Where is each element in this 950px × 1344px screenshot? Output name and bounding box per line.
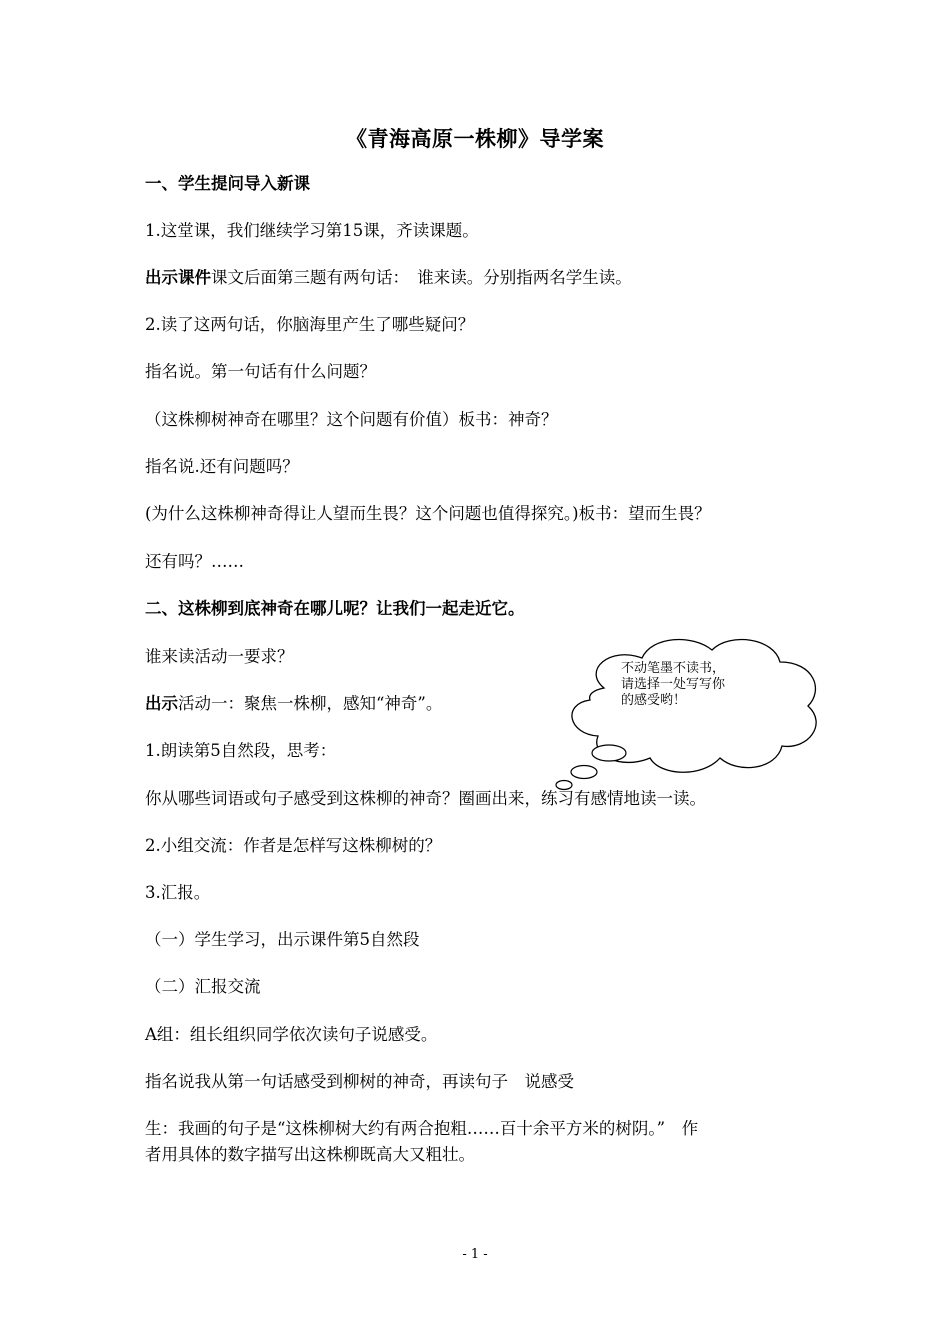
paragraph-line: 指名说.还有问题吗？ bbox=[145, 457, 299, 476]
paragraph-line: （二）汇报交流 bbox=[145, 977, 261, 996]
emphasis-text: 出示 bbox=[145, 694, 178, 713]
paragraph-line: 2.读了这两句话，你脑海里产生了哪些疑问？ bbox=[145, 315, 475, 334]
paragraph-text: 课文后面第三题有两句话： 谁来读。分别指两名学生读。 bbox=[211, 268, 632, 287]
paragraph-line: (为什么这株柳神奇得让人望而生畏？这个问题也值得探究。)板书：望而生畏？ bbox=[145, 504, 711, 523]
paragraph-line: 1.朗读第5自然段，思考： bbox=[145, 741, 337, 760]
paragraph-text: 活动一：聚焦一株柳，感知“神奇”。 bbox=[178, 694, 443, 713]
paragraph-line: 你从哪些词语或句子感受到这株柳的神奇？圈画出来，练习有感情地读一读。 bbox=[145, 789, 706, 808]
paragraph-block bbox=[145, 1116, 807, 1168]
paragraph-line: 者用具体的数字描写出这株柳既高大又粗壮。 bbox=[145, 1145, 475, 1164]
paragraph-line bbox=[145, 266, 632, 290]
paragraph-line: 3.汇报。 bbox=[145, 883, 211, 902]
callout-text bbox=[621, 661, 781, 709]
paragraph-line: 生：我画的句子是“这株柳树大约有两合抱粗……百十余平方米的树阴。” 作 bbox=[145, 1119, 699, 1138]
thought-bubble-medium bbox=[571, 766, 597, 779]
thought-bubble-large bbox=[592, 745, 626, 761]
thought-bubble-small bbox=[556, 781, 572, 790]
paragraph-line: 2.小组交流：作者是怎样写这株柳树的？ bbox=[145, 836, 442, 855]
paragraph-line: A组：组长组织同学依次读句子说感受。 bbox=[145, 1025, 438, 1044]
thought-cloud-shape bbox=[552, 628, 832, 803]
paragraph-line: （一）学生学习，出示课件第5自然段 bbox=[145, 930, 420, 949]
paragraph-line: 指名说我从第一句话感受到柳树的神奇，再读句子 说感受 bbox=[145, 1072, 574, 1091]
section-heading-1: 一、学生提问导入新课 bbox=[145, 174, 310, 193]
paragraph-line: （这株柳树神奇在哪里？这个问题有价值）板书：神奇？ bbox=[145, 410, 558, 429]
paragraph-line bbox=[145, 692, 442, 716]
emphasis-text: 出示课件 bbox=[145, 268, 211, 287]
paragraph-line: 1.这堂课，我们继续学习第15课，齐读课题。 bbox=[145, 221, 479, 240]
paragraph-line: 还有吗？…… bbox=[145, 552, 244, 571]
page-number: - 1 - bbox=[462, 1247, 488, 1262]
paragraph-line: 指名说。第一句话有什么问题？ bbox=[145, 362, 376, 381]
callout-line: 的感受哟！ bbox=[621, 693, 687, 708]
section-heading-2: 二、这株柳到底神奇在哪儿呢？让我们一起走近它。 bbox=[145, 599, 525, 618]
callout-line: 请选择一处写写你 bbox=[621, 677, 726, 692]
document-title: 《青海高原一株柳》导学案 bbox=[346, 127, 604, 151]
paragraph-line: 谁来读活动一要求？ bbox=[145, 647, 294, 666]
callout-line: 不动笔墨不读书， bbox=[621, 661, 726, 676]
